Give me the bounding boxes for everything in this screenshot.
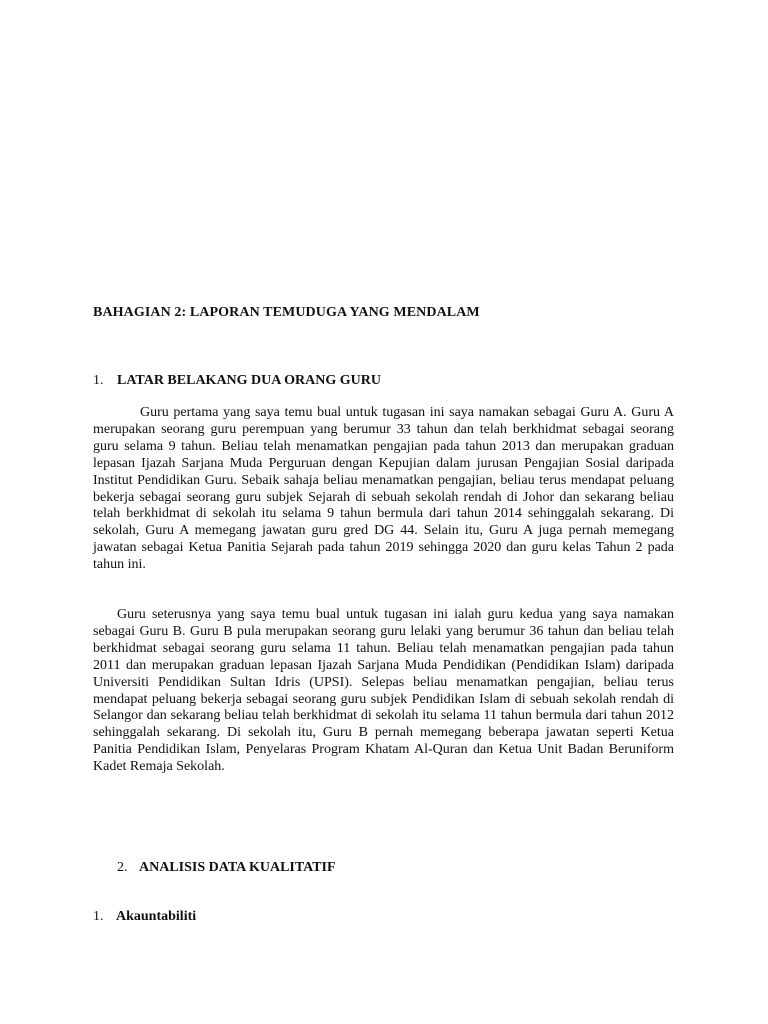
section-number: 1. <box>93 373 104 388</box>
section-number: 2. <box>117 860 128 875</box>
paragraph-guru-b: Guru seterusnya yang saya temu bual untuk tugasan ini ialah guru kedua yang saya namakan sebagai Guru B. Guru B pula merupakan seorang guru lelaki yang berumur 36 tahun dan beliau telah berkhidmat sebagai seorang guru selama 11 tahun. Beliau telah menamatkan pengajian pada tahun 2011 dan merupakan graduan lepasan Ijazah Sarjana Muda Pendidikan (Pendidikan Islam) daripada Universiti Pendidikan Sultan Idris (UPSI). Selepas beliau menamatkan pengajian, beliau terus mendapat peluang bekerja sebagai seorang guru subjek Pendidikan Islam di sebuah sekolah rendah di Selangor dan sekarang beliau telah berkhidmat di sekolah itu selama 11 tahun bermula dari tahun 2012 sehinggalah sekarang. Di sekolah itu, Guru B pernah memegang beberapa jawatan seperti Ketua Panitia Pendidikan Islam, Penyelaras Program Khatam Al-Quran dan Ketua Unit Badan Beruniform Kadet Remaja Sekolah. <box>93 607 674 775</box>
section-title: ANALISIS DATA KUALITATIF <box>139 860 336 875</box>
document-title: BAHAGIAN 2: LAPORAN TEMUDUGA YANG MENDALAM <box>93 305 480 320</box>
subsection-heading-akauntabiliti <box>93 909 196 925</box>
subsection-number: 1. <box>93 909 104 924</box>
section-heading-analysis <box>117 860 336 876</box>
paragraph-guru-a: Guru pertama yang saya temu bual untuk tugasan ini saya namakan sebagai Guru A. Guru A merupakan seorang guru perempuan yang berumur 33 tahun dan telah berkhidmat sebagai seorang guru selama 9 tahun. Beliau telah menamatkan pengajian pada tahun 2013 dan merupakan graduan lepasan Ijazah Sarjana Muda Perguruan dengan Kepujian dalam jurusan Pengajian Sosial daripada Institut Pendidikan Guru. Sebaik sahaja beliau menamatkan pengajian, beliau terus mendapat peluang bekerja sebagai seorang guru subjek Sejarah di sebuah sekolah rendah di Johor dan sekarang beliau telah berkhidmat di sekolah itu selama 9 tahun bermula dari tahun 2014 sehinggalah sekarang. Di sekolah, Guru A memegang jawatan guru gred DG 44. Selain itu, Guru A juga pernah memegang jawatan sebagai Ketua Panitia Sejarah pada tahun 2019 sehingga 2020 dan guru kelas Tahun 2 pada tahun ini. <box>93 405 674 573</box>
section-heading-background <box>93 373 381 389</box>
subsection-title: Akauntabiliti <box>116 909 197 924</box>
section-title: LATAR BELAKANG DUA ORANG GURU <box>117 373 381 388</box>
